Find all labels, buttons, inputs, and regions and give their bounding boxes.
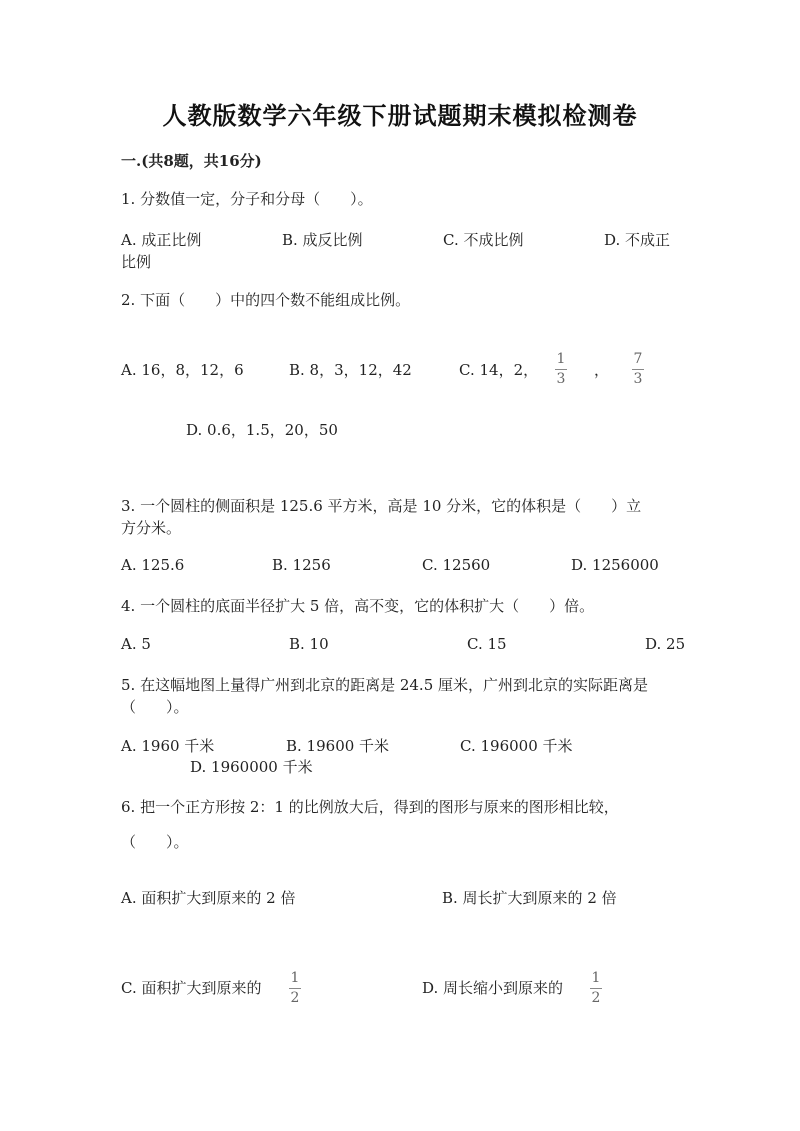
question-3-option-d: D. 1256000 <box>571 556 659 574</box>
page-title: 人教版数学六年级下册试题期末模拟检测卷 <box>162 101 638 130</box>
question-6-option-b: B. 周长扩大到原来的 2 倍 <box>442 889 617 907</box>
question-1-option-d: D. 不成正 <box>604 231 671 249</box>
question-5-stem-line-2: （ ）。 <box>121 698 189 716</box>
question-4-option-c: C. 15 <box>467 635 507 653</box>
question-2-fraction-1 <box>555 352 567 387</box>
fraction-numerator: 1 <box>591 970 601 986</box>
fraction-bar <box>632 369 644 370</box>
fraction-denominator: 3 <box>556 371 566 387</box>
question-4-option-b: B. 10 <box>289 635 329 653</box>
question-4-stem: 4. 一个圆柱的底面半径扩大 5 倍，高不变，它的体积扩大（ ）倍。 <box>121 597 595 615</box>
question-1-option-d-wrap: 比例 <box>121 253 152 271</box>
question-6-stem-line-2: （ ）。 <box>121 833 189 851</box>
question-5-option-b: B. 19600 千米 <box>286 737 390 755</box>
question-1-stem: 1. 分数值一定，分子和分母（ ）。 <box>121 190 373 208</box>
question-4-option-a: A. 5 <box>121 635 151 653</box>
question-5-option-c: C. 196000 千米 <box>460 737 573 755</box>
question-3-option-a: A. 125.6 <box>121 556 185 574</box>
question-6-fraction-c <box>289 971 301 1006</box>
question-6-option-c: C. 面积扩大到原来的 <box>121 979 262 997</box>
fraction-bar <box>555 369 567 370</box>
fraction-denominator: 2 <box>591 990 601 1006</box>
question-3-stem-line-1: 3. 一个圆柱的侧面积是 125.6 平方米，高是 10 分米，它的体积是（ ）立 <box>121 497 642 515</box>
question-1-option-a: A. 成正比例 <box>121 231 202 249</box>
question-3-stem-line-2: 方分米。 <box>121 519 182 537</box>
question-3-option-c: C. 12560 <box>422 556 491 574</box>
question-1-option-c: C. 不成比例 <box>443 231 524 249</box>
question-5-option-d: D. 1960000 千米 <box>190 758 313 776</box>
question-2-option-b: B. 8，3，12，42 <box>289 361 412 379</box>
question-2-stem: 2. 下面（ ）中的四个数不能组成比例。 <box>121 291 411 309</box>
fraction-bar <box>590 988 602 989</box>
fraction-bar <box>289 988 301 989</box>
question-5-option-a: A. 1960 千米 <box>121 737 215 755</box>
question-2-separator: ， <box>594 361 610 379</box>
question-6-stem-line-1: 6. 把一个正方形按 2：1 的比例放大后，得到的图形与原来的图形相比较， <box>121 798 619 816</box>
question-1-option-b: B. 成反比例 <box>282 231 363 249</box>
question-4-option-d: D. 25 <box>645 635 686 653</box>
fraction-numerator: 1 <box>556 351 566 367</box>
fraction-denominator: 2 <box>290 990 300 1006</box>
question-2-option-a: A. 16，8，12，6 <box>121 361 244 379</box>
question-3-option-b: B. 1256 <box>272 556 331 574</box>
fraction-denominator: 3 <box>633 371 643 387</box>
question-6-option-a: A. 面积扩大到原来的 2 倍 <box>121 889 296 907</box>
question-2-fraction-2 <box>632 352 644 387</box>
question-5-stem-line-1: 5. 在这幅地图上量得广州到北京的距离是 24.5 厘米，广州到北京的实际距离是 <box>121 676 649 694</box>
question-6-fraction-d <box>590 971 602 1006</box>
question-2-option-c: C. 14，2， <box>459 361 539 379</box>
fraction-numerator: 7 <box>633 351 643 367</box>
question-6-option-d: D. 周长缩小到原来的 <box>422 979 564 997</box>
fraction-numerator: 1 <box>290 970 300 986</box>
question-2-option-d: D. 0.6，1.5，20，50 <box>186 421 338 439</box>
section-heading: 一.(共8题，共16分) <box>121 152 262 170</box>
